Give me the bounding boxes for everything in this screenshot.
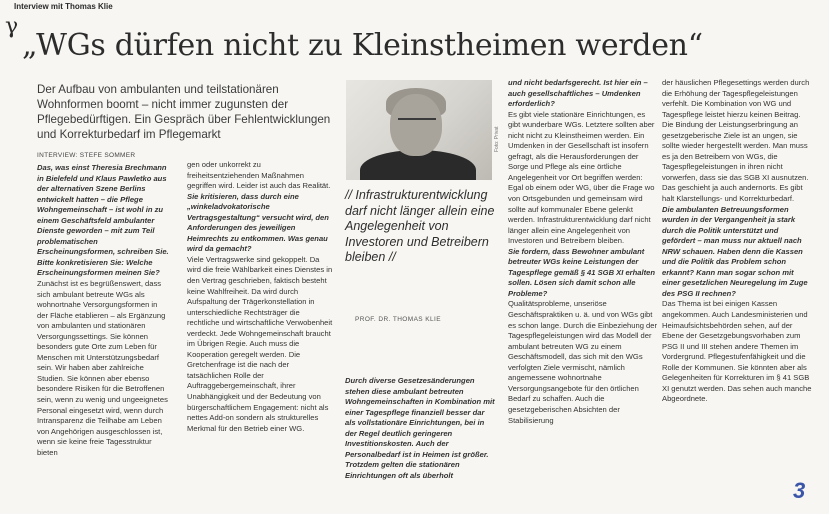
pull-quote: // Infrastrukturentwicklung darf nicht länger allein eine Angelegenheit von Investoren und Betreibern bleiben // xyxy=(345,188,495,264)
question-paragraph: Durch diverse Gesetzesänderungen stehen diese ambulant betreuten Wohngemeinschaften in Kombination mit einer Tagespflege finanziell besser dar als vollstationäre Einrichtungen, bei in der Regel deutlich geringeren Investitionskosten. Auch der Personalbedarf ist in Heimen ist größer. Trotzdem gelten die stationären Einrichtungen oft als überholt xyxy=(345,376,495,480)
question-paragraph: Sie fordern, dass Bewohner ambulant betreuter WGs keine Leistungen der Tagespflege gemäß § 41 SGB XI erhalten sollen. Lösen sich damit schon alle Probleme? xyxy=(508,246,656,298)
answer-paragraph: Es gibt viele stationäre Einrichtungen, es gibt wunderbare WGs. Letztere sollten aber nicht nicht zu Kleinstheimen werden. Ein Umdenken in der Gesellschaft ist insofern gefragt, als die Herausforderungen der Sorge und Pflege als eine örtliche Angelegenheit vor Ort begriffen werden: Egal ob einem oder WG, über die Frage wo von Ortsgebunden und gemeinsam wird sollte auf kommunaler Ebene gelenkt werden. Infrastrukturentwicklung darf nicht länger allein eine Angelegenheit von Investoren und Betreibern bleiben. xyxy=(508,109,655,246)
headline: „WGs dürfen nicht zu Kleinstheimen werden“ xyxy=(22,28,703,63)
photo-credit: Foto: Privat xyxy=(494,126,500,152)
author-line: INTERVIEW: STEFE SOMMER xyxy=(37,152,136,159)
answer-paragraph: Zunächst ist es begrüßenswert, dass sich ambulant betreute WGs als wohnortnahe Versorgungsformen in der Fläche etablieren – als Ergänzung von ambulanten und stationären Versorgungssettings. Sie können besonders gute Orte zum Leben für Menschen mit Unterstützungsbedarf sein. Wir haben aber zahlreiche Studien. Sie können aber ebenso besondere Risiken für die Betroffenen sein, wenn zu wenig und ungeeignetes Personal eingesetzt wird, wenn durch Intransparenz die Teilhabe am Leben von Angehörigen ausgeschlossen ist, wenn sie keine freie Tagesstruktur bieten xyxy=(37,279,168,457)
answer-paragraph: Qualitätsprobleme, unseriöse Geschäftspraktiken u. ä. und von WGs gibt es schon lange. Durch die Einbeziehung der Tagespflegeleistungen wird das Modell der ambulant betreuten WG zu einem Geschäftsmodell, das sich mit den WGs verfolgten Ziele vermischt, nämlich angemessene wohnortnahe Versorgungsangebote für den örtlichen Bedarf zu schaffen. Auch die gesetzgeberischen Absichten der Stabilisierung xyxy=(508,299,658,425)
answer-paragraph: Das Thema ist bei einigen Kassen angekommen. Auch Landesministerien und Heimaufsichtsbehörden sehen, auf der Ebene der Gesetzgebungsvorhaben zum PSG II und III stehen andere Themen im Vordergrund. Pflegestufenfähigkeit und die Rolle der Kommunen. Sie könnten aber als Gelegenheiten für Korrekturen im § 41 SGB XI genutzt werden. Das sehen auch manche Abgeordnete. xyxy=(662,299,812,404)
kicker: Interview mit Thomas Klie xyxy=(14,2,113,11)
column-2 xyxy=(187,160,333,508)
lead-paragraph: Der Aufbau von ambulanten und teilstationären Wohnformen boomt – nicht immer zugunsten der Pflegebedürftigen. Ein Gespräch über Fehlentwicklungen und Korrekturbedarf im Pflegemarkt xyxy=(37,83,331,141)
column-4 xyxy=(508,78,658,508)
answer-paragraph: der häuslichen Pflegesettings werden durch die Erhöhung der Tagespflegeleistungen verfehlt. Die Kombination von WG und Tagespflege leistet hierzu keinen Beitrag. Die Bindung der Leistungserbringung an gesetzgeberische Ziele ist an ungen, sie sollte wieder hergestellt werden. Man muss es ja den Betreibern von WGs, die Tagespflegeleistungen in ihren nicht vorwerfen, dass sie das SGB XI ausnutzen. Das geschieht ja auch andernorts. Es gibt halt Klarstellungs- und Korrekturbedarf. xyxy=(662,78,810,204)
portrait-photo xyxy=(346,80,492,180)
photo-glasses xyxy=(398,118,436,128)
answer-paragraph: gen oder unkorrekt zu freiheitsentziehenden Maßnahmen gegriffen wird. Leider ist auch das Realität. xyxy=(187,160,331,191)
column-5 xyxy=(662,78,812,488)
column-1 xyxy=(37,163,169,508)
question-paragraph: Sie kritisieren, dass durch eine „winkeladvokatorische Vertragsgestaltung“ versucht wird, den Anforderungen des jeweiligen Heimrechts zu entkommen. Was genau wird da gemacht? xyxy=(187,191,329,254)
page-number: 3 xyxy=(793,478,806,503)
question-paragraph: Die ambulanten Betreuungsformen wurden in der Vergangenheit ja stark durch die Politik unterstützt und gefördert – man muss nur aktuell nach NRW schauen. Haben denn die Kassen und die Politik das Problem schon erkannt? Kann man sogar schon mit einer gesetzlichen Neuregelung im Zuge des PSG II rechnen? xyxy=(662,204,808,298)
answer-paragraph: Viele Vertragswerke sind gekoppelt. Da wird die freie Wählbarkeit eines Dienstes in den Vertrag geschrieben, faktisch besteht keine Wahlfreiheit. Da wird durch Aufspaltung der Trägerkonstellation in unterschiedliche Rechtsträger die rechtliche und wirtschaftliche Verwobenheit verdeckt. Jede Wohngemeinschaft braucht im Übrigen Regie. Auch muss die Kooperation geregelt werden. Die Gretchenfrage ist die nach der tatsächlichen Rolle der Auftraggebergemeinschaft, ihrer Unabhängigkeit und der Bedeutung von bürgerschaftlichem Engagement: nicht als nettes Add-on sondern als strukturelles Merkmal für den Betrieb einer WG. xyxy=(187,254,333,433)
pull-quote-source: PROF. DR. THOMAS KLIE xyxy=(355,316,441,323)
corner-mark: γ xyxy=(5,14,19,39)
question-paragraph: und nicht bedarfsgerecht. Ist hier ein – auch gesellschaftliches – Umdenken erforderlich? xyxy=(508,78,648,109)
column-3 xyxy=(345,376,497,508)
question-paragraph: Das, was einst Theresia Brechmann in Bielefeld und Klaus Pawletko aus der alternativen Szene Berlins entwickelt hatten – die Pflege Wohngemeinschaft – ist wohl in zu einem Geschäftsfeld ambulanter Dienste geworden – mit zum Teil problematischen Erscheinungsformen, schreiben Sie. Bitte konkretisieren Sie: Welche Erscheinungsformen meinen Sie? xyxy=(37,163,169,278)
